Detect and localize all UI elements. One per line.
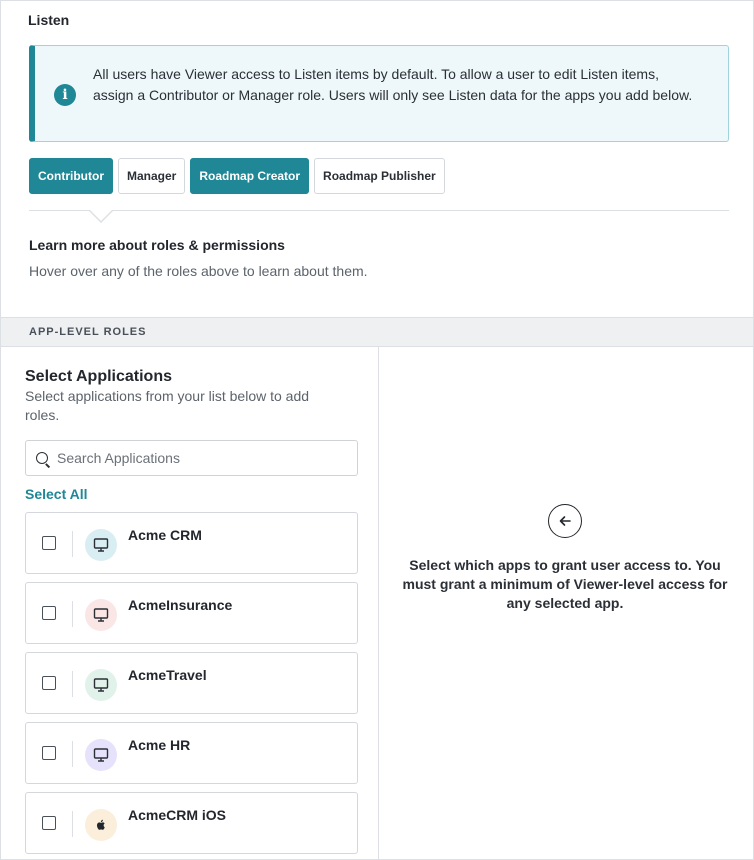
app-checkbox[interactable]: [42, 536, 56, 550]
role-buttons: [29, 158, 445, 194]
app-name: AcmeTravel: [128, 667, 207, 683]
info-text: All users have Viewer access to Listen items by default. To allow a user to edit Listen items, assign a Contributor or Manager role. Users will only see Listen data for the apps you add below.: [93, 66, 693, 103]
divider: [29, 210, 729, 211]
role-button-roadmap-publisher[interactable]: Roadmap Publisher: [314, 158, 445, 194]
section-title: Listen: [28, 12, 70, 28]
app-checkbox[interactable]: [42, 816, 56, 830]
separator: [72, 671, 73, 697]
info-icon: i: [54, 84, 76, 106]
app-name: AcmeCRM iOS: [128, 807, 227, 823]
info-banner: [29, 45, 729, 142]
separator: [72, 531, 73, 557]
app-checkbox[interactable]: [42, 606, 56, 620]
select-applications-subtitle: Select applications from your list below to add roles.: [25, 388, 310, 423]
column-divider: [378, 347, 379, 860]
app-level-roles-header: [1, 317, 754, 347]
separator: [72, 741, 73, 767]
separator: [72, 811, 73, 837]
list-item-acme-hr[interactable]: [25, 722, 358, 784]
search-icon: [36, 452, 48, 464]
arrow-left-circle-icon: [548, 504, 582, 538]
empty-state-message: Select which apps to grant user access to. You must grant a minimum of Viewer-level access for any selected app.: [402, 557, 728, 611]
desktop-icon: [85, 599, 117, 631]
learn-title: Learn more about roles & permissions: [29, 237, 285, 253]
app-checkbox[interactable]: [42, 676, 56, 690]
app-name: AcmeInsurance: [128, 597, 233, 613]
list-item-acmetravel[interactable]: [25, 652, 358, 714]
select-all-link[interactable]: Select All: [25, 486, 88, 502]
search-input[interactable]: [57, 441, 352, 475]
app-checkbox[interactable]: [42, 746, 56, 760]
desktop-icon: [85, 739, 117, 771]
list-item-acme-crm[interactable]: [25, 512, 358, 574]
app-name: Acme CRM: [128, 527, 202, 543]
app-level-roles-label: APP-LEVEL ROLES: [29, 326, 147, 338]
list-item-acmecrm-ios[interactable]: [25, 792, 358, 854]
search-box: [25, 440, 358, 476]
role-button-manager[interactable]: Manager: [118, 158, 185, 194]
desktop-icon: [85, 529, 117, 561]
desktop-icon: [85, 669, 117, 701]
learn-subtitle: Hover over any of the roles above to learn about them.: [29, 263, 368, 279]
select-applications-title: Select Applications: [25, 368, 172, 385]
apple-icon: [85, 809, 117, 841]
list-item-acmeinsurance[interactable]: [25, 582, 358, 644]
separator: [72, 601, 73, 627]
role-button-roadmap-creator[interactable]: Roadmap Creator: [190, 158, 309, 194]
app-name: Acme HR: [128, 737, 191, 753]
role-button-contributor[interactable]: Contributor: [29, 158, 113, 194]
